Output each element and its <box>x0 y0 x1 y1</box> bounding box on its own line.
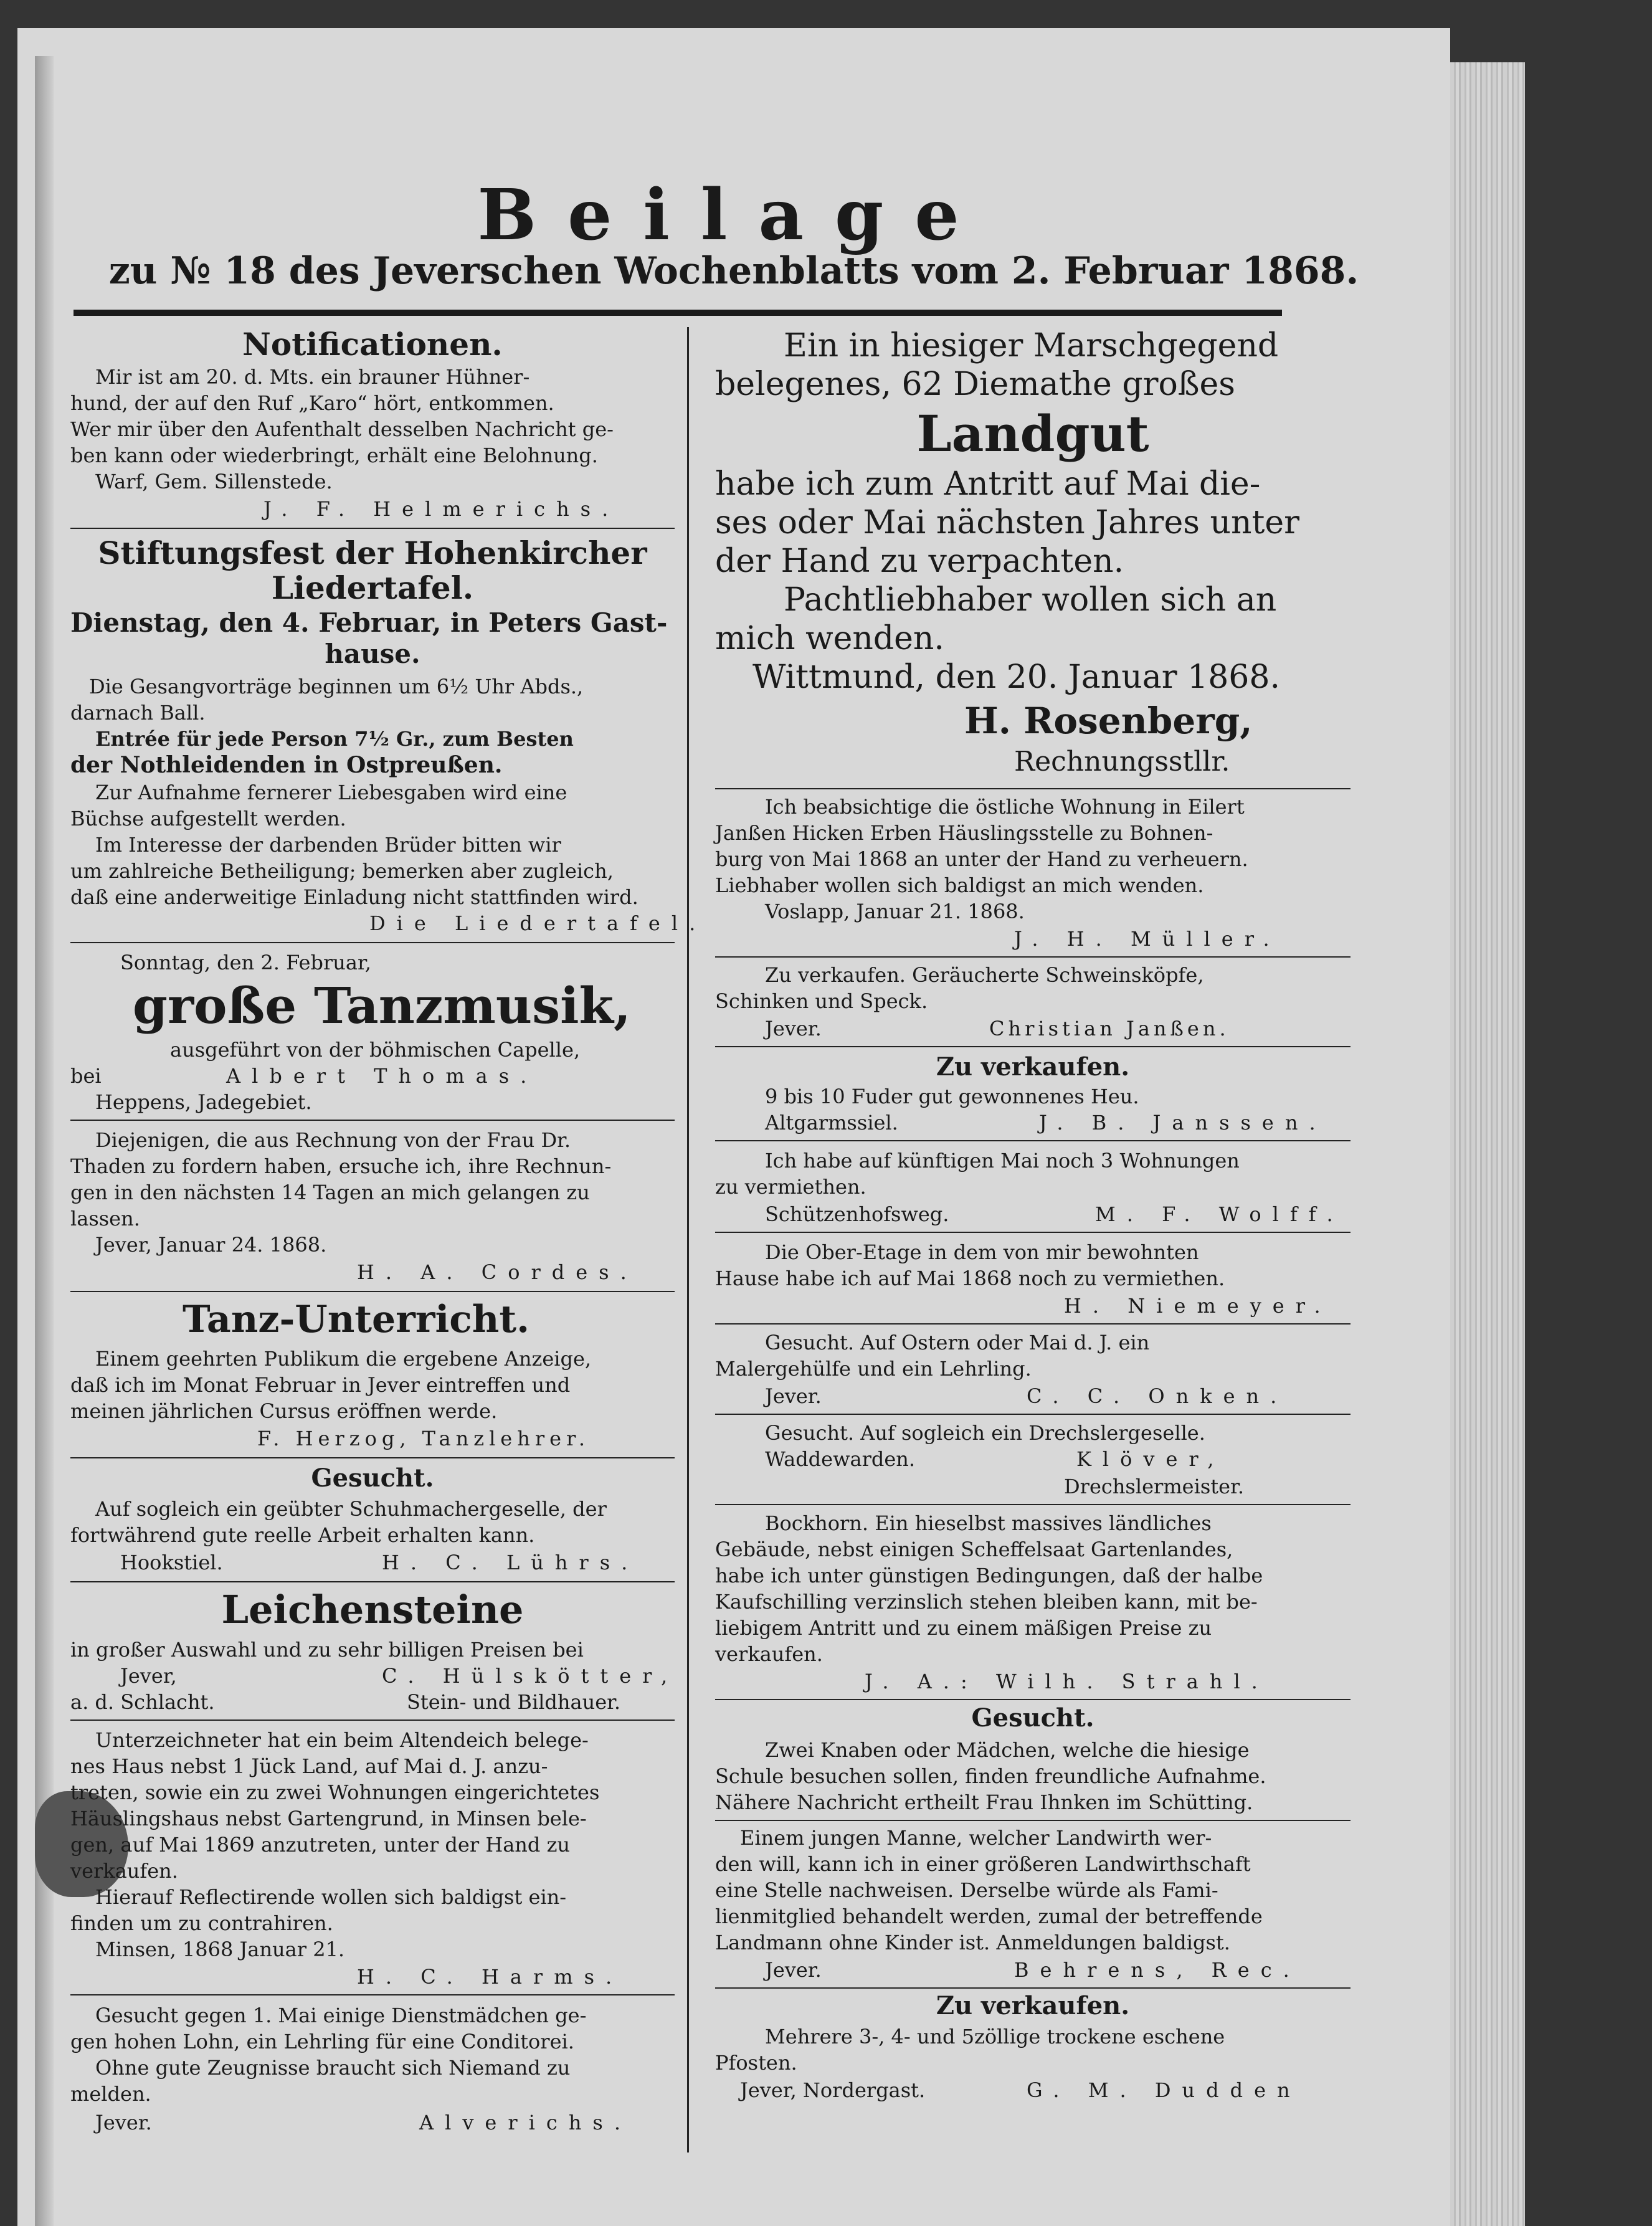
ad-signature: H. C. Harms. <box>357 1965 624 1989</box>
ad-text-line: gen in den nächsten 14 Tagen an mich gelangen zu <box>70 1181 590 1204</box>
ad-signature: J. A.: Wilh. Strahl. <box>865 1670 1269 1693</box>
ad-text-line: lassen. <box>70 1207 140 1230</box>
ad-text-line: belegenes, 62 Diemathe großes <box>715 366 1235 403</box>
ad-text-line: Einem geehrten Publikum die ergebene Anzeige, <box>95 1347 592 1371</box>
ad-text-line: nes Haus nebst 1 Jück Land, auf Mai d. J. anzu- <box>70 1754 548 1778</box>
ad-text-line: daß eine anderweitige Einladung nicht stattfinden wird. <box>70 885 638 909</box>
ad-text-line: Voslapp, Januar 21. 1868. <box>765 900 1025 923</box>
ad-separator <box>70 1994 675 1995</box>
ad-text-line: Ohne gute Zeugnisse braucht sich Niemand zu <box>95 2056 571 2080</box>
ad-text-line: Schinken und Speck. <box>715 989 928 1013</box>
ad-separator <box>70 1581 675 1582</box>
ad-text-line: Wittmund, den 20. Januar 1868. <box>752 659 1280 696</box>
newspaper-page <box>17 28 1450 2226</box>
ad-separator <box>70 1719 675 1721</box>
ad-text-line: liebigem Antritt und zu einem mäßigen Preise zu <box>715 1616 1212 1640</box>
ad-text-line: verkaufen. <box>715 1642 823 1666</box>
ad-text-line: habe ich unter günstigen Bedingungen, daß der halbe <box>715 1564 1263 1587</box>
ad-signature: Behrens, Rec. <box>1014 1958 1301 1982</box>
ad-separator <box>715 1140 1351 1141</box>
ad-text-line: gen hohen Lohn, ein Lehrling für eine Conditorei. <box>70 2030 574 2053</box>
supplement-subtitle: zu № 18 des Jeverschen Wochenblatts vom 2. Februar 1868. <box>108 249 1359 293</box>
ad-text-line: Pfosten. <box>715 2051 797 2075</box>
ad-text-line: Jever. <box>765 1958 822 1982</box>
ad-text-line: meinen jährlichen Cursus eröffnen werde. <box>70 1399 498 1423</box>
ad-text-line: Stein- und Bildhauer. <box>407 1690 621 1714</box>
ad-text-line: Kaufschilling verzinslich stehen bleiben kann, mit be- <box>715 1590 1258 1614</box>
ad-text-line: um zahlreiche Betheiligung; bemerken aber zugleich, <box>70 859 614 883</box>
ad-text-line: Gebäude, nebst einigen Scheffelsaat Gartenlandes, <box>715 1538 1233 1561</box>
ad-separator <box>70 1291 675 1292</box>
ad-text-line: Sonntag, den 2. Februar, <box>120 951 371 974</box>
ad-text-line: Waddewarden. <box>765 1447 916 1471</box>
ad-signature: F. Herzog, Tanzlehrer. <box>257 1427 591 1450</box>
ad-heading: Notificationen. <box>242 326 503 363</box>
ad-signature: M. F. Wolff. <box>1095 1202 1344 1226</box>
ad-separator <box>70 528 675 529</box>
ad-signature: Albert Thomas. <box>226 1064 538 1088</box>
ad-text-line: Malergehülfe und ein Lehrling. <box>715 1357 1032 1381</box>
ad-separator <box>715 1323 1351 1325</box>
ad-text-line: Jever, Januar 24. 1868. <box>95 1233 327 1257</box>
ad-text-line: in großer Auswahl und zu sehr billigen Preisen bei <box>70 1638 584 1662</box>
ad-separator <box>715 1414 1351 1415</box>
ad-text-line: Gesucht gegen 1. Mai einige Dienstmädchen ge- <box>95 2004 587 2027</box>
ad-text-line: fortwährend gute reelle Arbeit erhalten kann. <box>70 1523 535 1547</box>
ad-heading: Stiftungsfest der Hohenkircher <box>98 535 647 571</box>
ad-signature: Christian Janßen. <box>989 1017 1230 1040</box>
ad-separator <box>715 956 1351 958</box>
ad-text-line: bei <box>70 1064 102 1088</box>
supplement-title: Beilage <box>477 174 990 256</box>
ad-text-line: Jever, Nordergast. <box>740 2078 926 2102</box>
ad-text-line: Mir ist am 20. d. Mts. ein brauner Hühner- <box>95 365 530 389</box>
column-divider <box>687 327 689 2152</box>
ad-text-line: lienmitglied behandelt werden, zumal der betreffende <box>715 1905 1263 1928</box>
ad-text-line: Wer mir über den Aufenthalt desselben Nachricht ge- <box>70 417 614 441</box>
ad-separator <box>70 1120 675 1121</box>
ad-text-line: treten, sowie ein zu zwei Wohnungen eingerichtetes <box>70 1781 600 1804</box>
ad-big-heading: große Tanzmusik, <box>133 976 631 1035</box>
ad-text-line: Thaden zu fordern haben, ersuche ich, ihre Rechnun- <box>70 1154 612 1178</box>
ad-text-line: hund, der auf den Ruf „Karo“ hört, entkommen. <box>70 391 554 415</box>
ad-heading: Tanz-Unterricht. <box>183 1298 529 1341</box>
ad-text-line: Jever. <box>765 1017 822 1040</box>
ad-text-line: 9 bis 10 Fuder gut gewonnenes Heu. <box>765 1085 1139 1108</box>
ad-signature: H. A. Cordes. <box>357 1260 638 1284</box>
ad-text-line: Ein in hiesiger Marschgegend <box>784 327 1279 364</box>
ad-text-line: Warf, Gem. Sillenstede. <box>95 470 333 493</box>
ad-text-line: Diejenigen, die aus Rechnung von der Frau Dr. <box>95 1128 571 1152</box>
ad-text-line: melden. <box>70 2082 151 2106</box>
ad-text-line: Die Gesangvorträge beginnen um 6½ Uhr Abds., <box>89 675 584 698</box>
ad-heading: Leichensteine <box>221 1587 524 1632</box>
ad-text-line: Bockhorn. Ein hieselbst massives ländliches <box>765 1511 1212 1535</box>
ad-text-line: burg von Mai 1868 an unter der Hand zu verheuern. <box>715 847 1248 871</box>
ad-signature: H. C. Lührs. <box>382 1551 639 1574</box>
ad-text-line: Schule besuchen sollen, finden freundliche Aufnahme. <box>715 1764 1266 1788</box>
page-edges <box>1450 62 1525 2226</box>
ad-signature: H. Niemeyer. <box>1064 1294 1332 1318</box>
ad-heading: Dienstag, den 4. Februar, in Peters Gast- <box>70 607 668 638</box>
ad-text-line: Hookstiel. <box>120 1551 223 1574</box>
ad-text-line: der Nothleidenden in Ostpreußen. <box>70 752 503 778</box>
ad-text-line: Hierauf Reflectirende wollen sich baldigst ein- <box>95 1885 567 1909</box>
ad-text-line: Hause habe ich auf Mai 1868 noch zu vermiethen. <box>715 1267 1225 1290</box>
ad-separator <box>70 942 675 943</box>
ad-text-line: der Hand zu verpachten. <box>715 543 1124 580</box>
ad-text-line: ben kann oder wiederbringt, erhält eine Belohnung. <box>70 444 598 467</box>
ad-text-line: Gesucht. Auf sogleich ein Drechslergeselle. <box>765 1421 1205 1445</box>
ad-signature: C. Hülskötter, <box>382 1664 679 1688</box>
ad-separator <box>715 788 1351 789</box>
ad-text-line: Liebhaber wollen sich baldigst an mich wenden. <box>715 873 1204 897</box>
ad-text-line: habe ich zum Antritt auf Mai die- <box>715 465 1261 503</box>
ad-signature: J. F. Helmerichs. <box>263 497 620 521</box>
ad-heading: Liedertafel. <box>271 569 474 606</box>
ad-text-line: Gesucht. Auf Ostern oder Mai d. J. ein <box>765 1331 1150 1354</box>
ad-text-line: eine Stelle nachweisen. Derselbe würde als Fami- <box>715 1878 1218 1902</box>
ad-signature: J. H. Müller. <box>1014 927 1281 951</box>
ad-separator <box>715 1504 1351 1505</box>
ad-text-line: Entrée für jede Person 7½ Gr., zum Besten <box>95 727 574 751</box>
ad-text-line: Auf sogleich ein geübter Schuhmachergeselle, der <box>95 1497 607 1521</box>
ad-text-line: darnach Ball. <box>70 701 206 725</box>
ad-text-line: Mehrere 3-, 4- und 5zöllige trockene eschene <box>765 2025 1225 2048</box>
ad-text-line: Im Interesse der darbenden Brüder bitten wir <box>95 833 561 857</box>
ad-text-line: den will, kann ich in einer größeren Landwirthschaft <box>715 1852 1251 1876</box>
ad-signature: J. B. Janssen. <box>1039 1111 1327 1134</box>
ad-separator <box>715 1987 1351 1989</box>
page-gutter-shadow <box>35 56 54 2226</box>
ad-signature: Klöver, <box>1076 1447 1225 1471</box>
ad-heading: Gesucht. <box>311 1463 434 1493</box>
ad-text-line: Unterzeichneter hat ein beim Altendeich belege- <box>95 1728 589 1752</box>
ad-separator <box>715 1820 1351 1821</box>
ad-text-line: Zur Aufnahme fernerer Liebesgaben wird eine <box>95 781 567 804</box>
ad-text-line: mich wenden. <box>715 620 944 657</box>
ad-signature: Drechslermeister. <box>1064 1475 1244 1498</box>
ad-text-line: Einem jungen Manne, welcher Landwirth wer- <box>740 1826 1212 1850</box>
header-rule <box>74 310 1282 316</box>
ad-heading: Zu verkaufen. <box>936 1991 1130 2020</box>
ad-text-line: a. d. Schlacht. <box>70 1690 215 1714</box>
ad-text-line: Janßen Hicken Erben Häuslingsstelle zu Bohnen- <box>715 821 1213 845</box>
ad-big-heading: Landgut <box>916 404 1149 463</box>
ad-text-line: Häuslingshaus nebst Gartengrund, in Minsen bele- <box>70 1807 587 1830</box>
ad-signature: Die Liedertafel. <box>369 911 707 935</box>
ad-text-line: Zwei Knaben oder Mädchen, welche die hiesige <box>765 1738 1250 1762</box>
ad-signature: C. C. Onken. <box>1027 1384 1288 1408</box>
ad-text-line: Zu verkaufen. Geräucherte Schweinsköpfe, <box>765 963 1204 987</box>
ad-separator <box>715 1046 1351 1047</box>
ad-text-line: Jever. <box>95 2111 152 2134</box>
ad-text-line: Ich beabsichtige die östliche Wohnung in Eilert <box>765 795 1245 819</box>
ad-text-line: Pachtliebhaber wollen sich an <box>784 581 1277 619</box>
ad-text-line: Büchse aufgestellt werden. <box>70 807 346 830</box>
ad-signature: Alverichs. <box>419 2111 632 2134</box>
ad-heading: Gesucht. <box>971 1703 1094 1733</box>
ad-separator <box>715 1232 1351 1233</box>
ad-text-line: Schützenhofsweg. <box>765 1202 949 1226</box>
ad-text-line: gen, auf Mai 1869 anzutreten, unter der Hand zu <box>70 1833 571 1857</box>
ad-separator <box>715 1699 1351 1700</box>
ad-text-line: zu vermiethen. <box>715 1175 866 1199</box>
ad-signature: G. M. Dudden <box>1027 2078 1301 2102</box>
ad-text-line: Jever, <box>120 1664 177 1688</box>
ad-text-line: Ich habe auf künftigen Mai noch 3 Wohnungen <box>765 1149 1240 1172</box>
ad-text-line: Landmann ohne Kinder ist. Anmeldungen baldigst. <box>715 1931 1230 1954</box>
ad-text-line: ausgeführt von der böhmischen Capelle, <box>170 1038 581 1062</box>
ad-text-line: finden um zu contrahiren. <box>70 1911 333 1935</box>
ad-text-line: Die Ober-Etage in dem von mir bewohnten <box>765 1240 1199 1264</box>
ad-text-line: ses oder Mai nächsten Jahres unter <box>715 504 1300 541</box>
ad-heading: hause. <box>325 639 420 669</box>
ad-text-line: Heppens, Jadegebiet. <box>95 1090 312 1114</box>
ad-text-line: Nähere Nachricht ertheilt Frau Ihnken im Schütting. <box>715 1791 1253 1814</box>
ad-signature: H. Rosenberg, <box>964 700 1253 742</box>
ad-text-line: Minsen, 1868 Januar 21. <box>95 1938 345 1961</box>
ad-separator <box>70 1457 675 1458</box>
ad-signature: Rechnungsstllr. <box>1014 746 1230 778</box>
ad-text-line: Jever. <box>765 1384 822 1408</box>
ad-text-line: daß ich im Monat Februar in Jever eintreffen und <box>70 1373 571 1397</box>
ad-text-line: Altgarmssiel. <box>765 1111 898 1134</box>
ad-text-line: verkaufen. <box>70 1859 178 1883</box>
ad-heading: Zu verkaufen. <box>936 1052 1130 1082</box>
